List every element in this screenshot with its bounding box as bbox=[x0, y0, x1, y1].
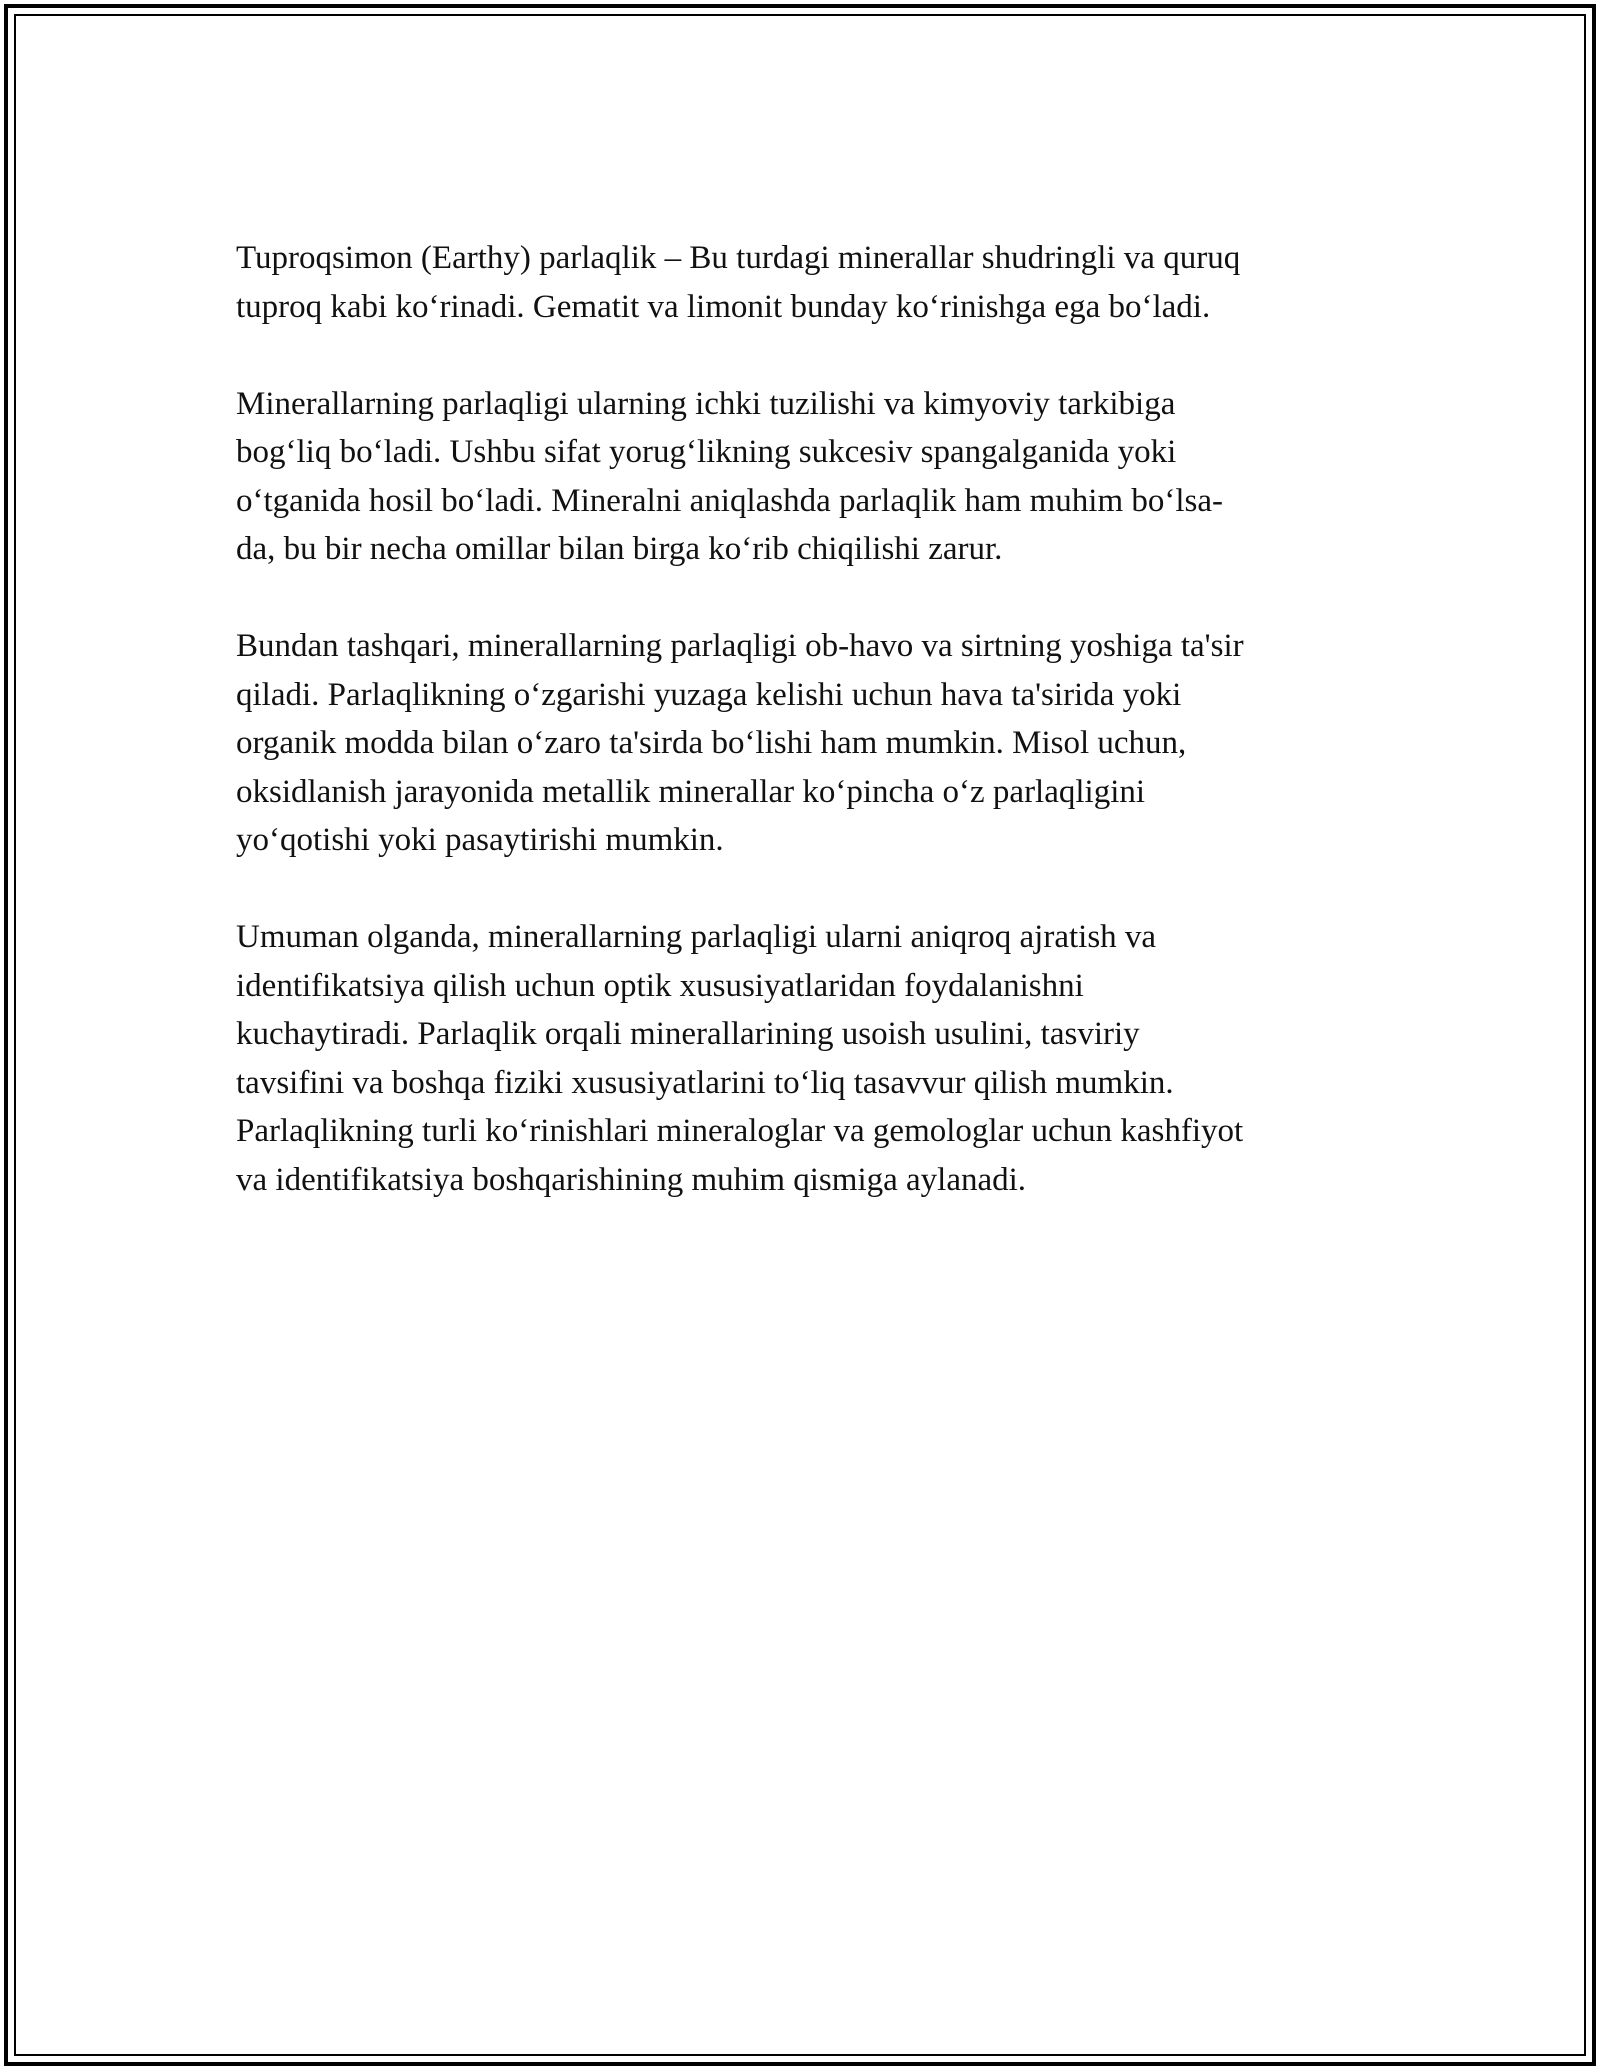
paragraph-luster-origin: Minerallarning parlaqligi ularning ichki tuzilishi va kimyoviy tarkibiga bog‘liq bo‘ladi. Ushbu sifat yorug‘likning sukcesiv spangalganida yoki o‘tganida hosil bo‘ladi. Mineralni aniqlashda parlaqlik ham muhim bo‘lsa- da, bu bir necha omillar bilan birga ko‘rib chiqilishi zarur. bbox=[236, 385, 1224, 567]
paragraph-earthy-luster: Tuproqsimon (Earthy) parlaqlik – Bu turdagi minerallar shudringli va quruq tuproq kabi ko‘rinadi. Gematit va limonit bunday ko‘rinishga ega bo‘ladi. bbox=[236, 240, 1241, 325]
paragraph-luster-weathering: Bundan tashqari, minerallarning parlaqligi ob-havo va sirtning yoshiga ta'sir qiladi. Parlaqlikning o‘zgarishi yuzaga kelishi uchun hava ta'sirida yoki organik modda bilan o‘zaro ta'sirda bo‘lishi ham mumkin. Misol uchun, oksidlanish jarayonida metallik minerallar ko‘pincha o‘z parlaqligini yo‘qotishi yoki pasaytirishi mumkin. bbox=[236, 628, 1244, 858]
paragraph-luster-summary: Umuman olganda, minerallarning parlaqligi ularni aniqroq ajratish va identifikatsiya qilish uchun optik xususiyatlaridan foydalanishni kuchaytiradi. Parlaqlik orqali minerallarining usoish usulini, tasviriy tavsifini va boshqa fiziki xususiyatlarini to‘liq tasavvur qilish mumkin. Parlaqlikning turli ko‘rinishlari mineraloglar va gemologlar uchun kashfiyot va identifikatsiya boshqarishining muhim qismiga aylanadi. bbox=[236, 919, 1244, 1198]
document-body bbox=[236, 234, 1366, 1253]
